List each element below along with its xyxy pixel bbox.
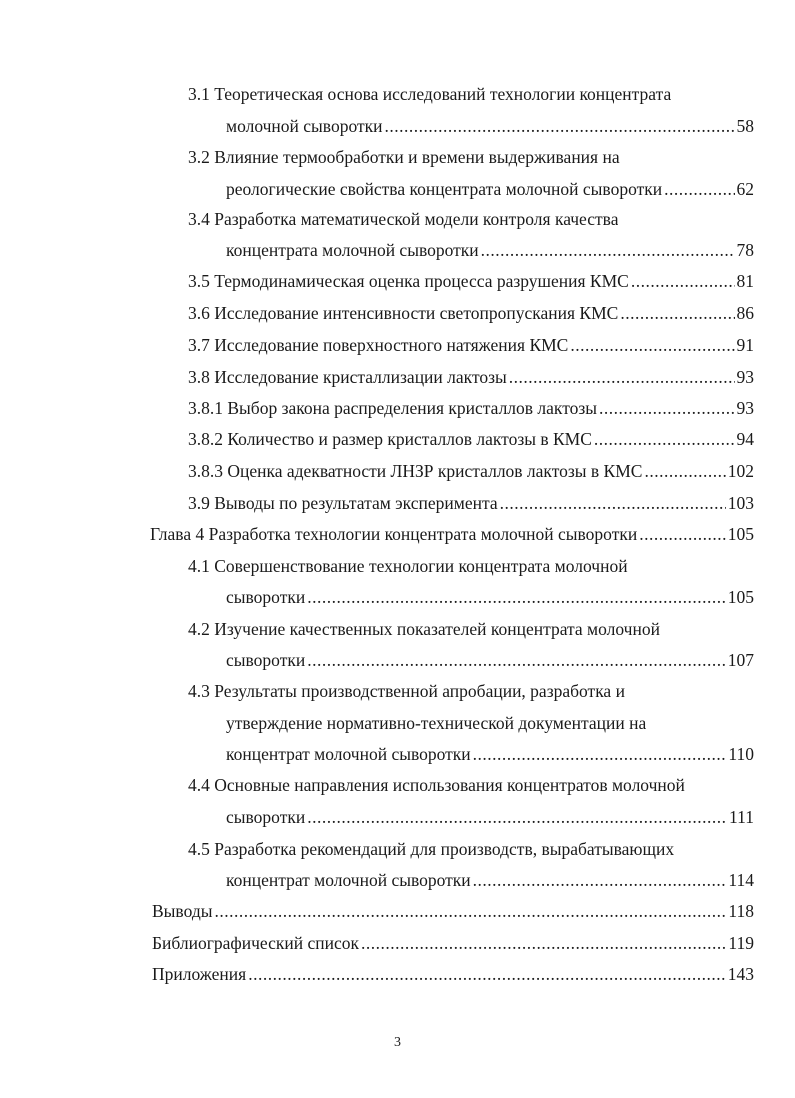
toc-page-number: 105: [727, 587, 754, 607]
toc-entry-3-1-line1: 3.1 Теоретическая основа исследований технологии концентрата: [188, 84, 672, 104]
toc-page-number: 91: [736, 335, 754, 355]
toc-entry-4-4-line1: 4.4 Основные направления использования концентратов молочной: [188, 775, 685, 795]
dot-leader: [639, 521, 726, 547]
toc-page-number: 58: [736, 116, 754, 136]
dot-leader: [307, 584, 726, 610]
toc-entry-3-4-line1: 3.4 Разработка математической модели контроля качества: [188, 209, 619, 229]
toc-page-number: 93: [736, 367, 754, 387]
toc-entry-title: молочной сыворотки: [226, 116, 383, 136]
toc-page-number: 105: [727, 524, 754, 544]
toc-entry-4-3-line2: утверждение нормативно-технической документации на: [226, 713, 647, 733]
toc-entry-title: Библиографический список: [152, 933, 360, 953]
toc-bibliography[interactable]: [152, 930, 754, 956]
toc-page-number: 86: [736, 303, 754, 323]
toc-entry-3-8-1[interactable]: [188, 395, 754, 421]
toc-entry-title: Приложения: [152, 964, 247, 984]
dot-leader: [307, 804, 727, 830]
toc-page-number: 114: [728, 870, 754, 890]
dot-leader: [570, 332, 734, 358]
dot-leader: [620, 300, 734, 326]
toc-entry-3-7[interactable]: [188, 332, 754, 358]
toc-entry-3-4[interactable]: [226, 237, 754, 263]
dot-leader: [248, 961, 726, 987]
dot-leader: [644, 458, 725, 484]
toc-entry-4-3[interactable]: [226, 741, 754, 767]
toc-page-number: 103: [727, 493, 754, 513]
toc-page-number: 118: [728, 901, 754, 921]
toc-conclusions[interactable]: [152, 898, 754, 924]
toc-entry-title: Выводы: [152, 901, 213, 921]
dot-leader: [594, 426, 735, 452]
toc-page-number: 111: [729, 807, 754, 827]
toc-entry-title: 3.8.2 Количество и размер кристаллов лактозы в КМС: [188, 429, 592, 449]
toc-page-number: 110: [728, 744, 754, 764]
toc-entry-title: реологические свойства концентрата молочной сыворотки: [226, 179, 663, 199]
toc-page-number: 78: [736, 240, 754, 260]
toc-entry-3-6[interactable]: [188, 300, 754, 326]
toc-page-number: 94: [736, 429, 754, 449]
dot-leader: [361, 930, 726, 956]
toc-entry-4-5[interactable]: [226, 867, 754, 893]
toc-page-number: 119: [728, 933, 754, 953]
toc-page-number: 93: [736, 398, 754, 418]
toc-page-number: 81: [736, 271, 754, 291]
toc-entry-4-1-line1: 4.1 Совершенствование технологии концентрата молочной: [188, 556, 628, 576]
dot-leader: [307, 647, 726, 673]
toc-entry-title: концентрат молочной сыворотки: [226, 870, 471, 890]
toc-entry-3-8-2[interactable]: [188, 426, 754, 452]
dot-leader: [473, 741, 727, 767]
dot-leader: [214, 898, 726, 924]
dot-leader: [599, 395, 734, 421]
page-number: 3: [394, 1035, 401, 1050]
toc-entry-title: концентрат молочной сыворотки: [226, 744, 471, 764]
toc-page-number: 62: [736, 179, 754, 199]
toc-entry-3-1[interactable]: [226, 113, 754, 139]
toc-entry-3-2-line1: 3.2 Влияние термообработки и времени выдерживания на: [188, 147, 620, 167]
toc-page-number: 107: [727, 650, 754, 670]
toc-entry-title: 3.8.1 Выбор закона распределения кристаллов лактозы: [188, 398, 598, 418]
toc-entry-title: сыворотки: [226, 650, 306, 670]
dot-leader: [664, 176, 734, 202]
toc-entry-title: 3.6 Исследование интенсивности светопропускания КМС: [188, 303, 619, 323]
toc-entry-4-5-line1: 4.5 Разработка рекомендаций для производств, вырабатывающих: [188, 839, 675, 859]
toc-entry-title: 3.8.3 Оценка адекватности ЛНЗР кристаллов лактозы в КМС: [188, 461, 643, 481]
dot-leader: [631, 268, 735, 294]
dot-leader: [481, 237, 735, 263]
toc-entry-title: 3.8 Исследование кристаллизации лактозы: [188, 367, 507, 387]
dot-leader: [384, 113, 734, 139]
toc-appendices[interactable]: [152, 961, 754, 987]
toc-entry-4-3-line1: 4.3 Результаты производственной апробации, разработка и: [188, 681, 625, 701]
toc-page-number: 143: [727, 964, 754, 984]
toc-entry-3-2[interactable]: [226, 176, 754, 202]
toc-entry-3-8[interactable]: [188, 364, 754, 390]
toc-entry-title: 3.5 Термодинамическая оценка процесса разрушения КМС: [188, 271, 629, 291]
dot-leader: [500, 490, 726, 516]
toc-entry-title: сыворотки: [226, 807, 306, 827]
toc-entry-4-4[interactable]: [226, 804, 754, 830]
toc-entry-3-5[interactable]: [188, 268, 754, 294]
toc-entry-title: сыворотки: [226, 587, 306, 607]
toc-entry-4-2[interactable]: [226, 647, 754, 673]
dot-leader: [473, 867, 727, 893]
toc-entry-title: 3.9 Выводы по результатам эксперимента: [188, 493, 498, 513]
toc-entry-3-9[interactable]: [188, 490, 754, 516]
toc-entry-title: концентрата молочной сыворотки: [226, 240, 479, 260]
toc-entry-title: Глава 4 Разработка технологии концентрата молочной сыворотки: [150, 524, 638, 544]
toc-entry-4-2-line1: 4.2 Изучение качественных показателей концентрата молочной: [188, 619, 660, 639]
toc-page-number: 102: [727, 461, 754, 481]
toc-entry-4-1[interactable]: [226, 584, 754, 610]
toc-entry-title: 3.7 Исследование поверхностного натяжения КМС: [188, 335, 569, 355]
toc-chapter-4[interactable]: [150, 521, 754, 547]
toc-entry-3-8-3[interactable]: [188, 458, 754, 484]
dot-leader: [509, 364, 735, 390]
